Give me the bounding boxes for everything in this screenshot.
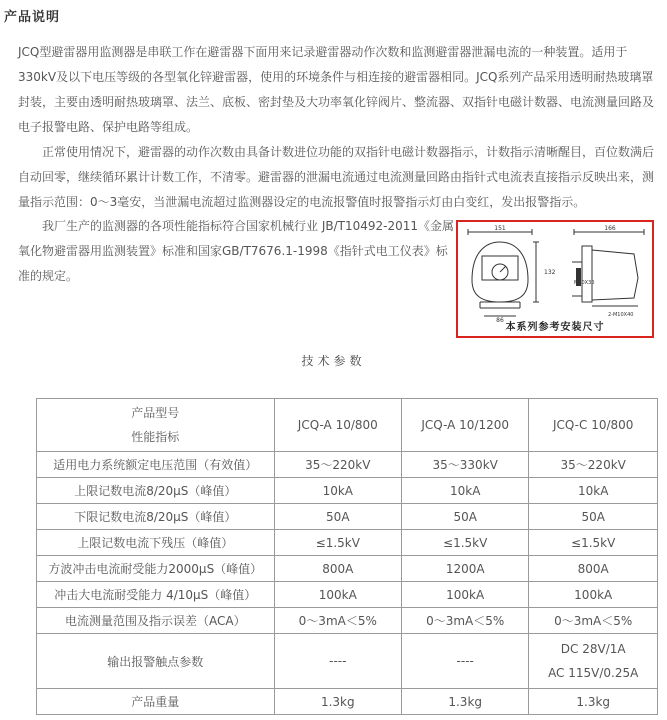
row-label: 上限记数电流下残压（峰值） xyxy=(37,530,275,556)
cell-value: 800A xyxy=(274,556,401,582)
alarm-ac-rating: AC 115V/0.25A xyxy=(548,666,639,680)
cell-value: 50A xyxy=(274,504,401,530)
table-row xyxy=(37,608,658,634)
header-label-model: 产品型号 xyxy=(131,406,180,420)
cell-value: ---- xyxy=(274,634,401,689)
model-header: JCQ-C 10/800 xyxy=(529,399,658,452)
cell-value: 0～3mA＜5% xyxy=(274,608,401,634)
cell-value: ≤1.5kV xyxy=(401,530,528,556)
text-line: 准的规定。 xyxy=(18,269,79,283)
model-header: JCQ-A 10/800 xyxy=(274,399,401,452)
text-line: 氧化物避雷器用监测装置》标准和国家GB/T7676.1-1998《指针式电工仪表》标 xyxy=(18,244,448,258)
table-row xyxy=(37,452,658,478)
cell-value: 800A xyxy=(529,556,658,582)
row-label: 电流测量范围及指示误差（ACA） xyxy=(37,608,275,634)
installation-dimension-diagram xyxy=(456,220,654,338)
text-line: 330kV及以下电压等级的各型氧化锌避雷器，使用的环境条件与相连接的避雷器相同。JCQ系列产品采用透明耐热玻璃罩 xyxy=(18,70,654,84)
cell-value: 35～220kV xyxy=(529,452,658,478)
cell-value: 0～3mA＜5% xyxy=(529,608,658,634)
table-heading: 技术参数 xyxy=(301,354,366,368)
table-header-row xyxy=(37,399,658,452)
dim-height-front: 132 xyxy=(544,269,556,276)
standards-paragraph xyxy=(18,214,455,289)
text-line: 封装，主要由透明耐热玻璃罩、法兰、底板、密封垫及大功率氧化锌阀片、整流器、双指针电磁计数器、电流测量回路及 xyxy=(18,95,655,109)
cell-value-alarm xyxy=(529,634,658,689)
cell-value: 50A xyxy=(529,504,658,530)
cell-value: 1200A xyxy=(401,556,528,582)
usage-paragraph xyxy=(18,140,658,215)
intro-paragraph xyxy=(18,40,658,140)
row-label: 冲击大电流耐受能力 4/10μS（峰值） xyxy=(37,582,275,608)
text-line: 电子报警电路、保护电路等组成。 xyxy=(18,120,199,134)
table-row xyxy=(37,634,658,689)
spec-table xyxy=(36,398,658,715)
cell-value: 10kA xyxy=(274,478,401,504)
cell-value: 50A xyxy=(401,504,528,530)
cell-value: 1.3kg xyxy=(401,689,528,715)
header-label-cell xyxy=(37,399,275,452)
dim-width-side: 166 xyxy=(604,225,616,232)
text-line: 自动回零，继续循环累计计数工作，不清零。避雷器的泄漏电流通过电流测量回路由指针式电流表直接指示反映出来，测 xyxy=(18,170,655,184)
cell-value: 100kA xyxy=(529,582,658,608)
row-label: 产品重量 xyxy=(37,689,275,715)
diagram-caption: 本系列参考安装尺寸 xyxy=(505,322,605,333)
table-row xyxy=(37,556,658,582)
cell-value: 35～330kV xyxy=(401,452,528,478)
table-row xyxy=(37,689,658,715)
cell-value: 35～220kV xyxy=(274,452,401,478)
row-label: 输出报警触点参数 xyxy=(37,634,275,689)
table-row xyxy=(37,478,658,504)
row-label: 适用电力系统额定电压范围（有效值） xyxy=(37,452,275,478)
row-label: 方波冲击电流耐受能力2000μS（峰值） xyxy=(37,556,275,582)
dim-base-front: 86 xyxy=(496,317,504,324)
dim-width-front: 151 xyxy=(494,225,506,232)
cell-value: ≤1.5kV xyxy=(529,530,658,556)
cell-value: ---- xyxy=(401,634,528,689)
cell-value: 1.3kg xyxy=(274,689,401,715)
cell-value: 10kA xyxy=(401,478,528,504)
text-line: 量指示范围：0～3毫安，当泄漏电流超过监测器设定的电流报警值时报警指示灯由白变红，发出报警指示。 xyxy=(18,195,586,209)
dim-bolt-bottom: 2-M10X40 xyxy=(608,312,634,318)
table-row xyxy=(37,582,658,608)
alarm-dc-rating: DC 28V/1A xyxy=(560,642,626,656)
cell-value: 1.3kg xyxy=(529,689,658,715)
row-label: 下限记数电流8/20μS（峰值） xyxy=(37,504,275,530)
cell-value: 10kA xyxy=(529,478,658,504)
cell-value: 0～3mA＜5% xyxy=(401,608,528,634)
table-row xyxy=(37,504,658,530)
model-header: JCQ-A 10/1200 xyxy=(401,399,528,452)
text-line: JCQ型避雷器用监测器是串联工作在避雷器下面用来记录避雷器动作次数和监测避雷器泄漏电流的一种装置。适用于 xyxy=(18,45,628,59)
dim-bolt-top: M10X30 xyxy=(574,280,595,286)
section-title: 产品说明 xyxy=(4,10,61,25)
row-label: 上限记数电流8/20μS（峰值） xyxy=(37,478,275,504)
header-label-metric: 性能指标 xyxy=(131,430,180,444)
cell-value: ≤1.5kV xyxy=(274,530,401,556)
cell-value: 100kA xyxy=(274,582,401,608)
table-row xyxy=(37,530,658,556)
text-line: 我厂生产的监测器的各项性能指标符合国家机械行业 JB/T10492-2011《金属 xyxy=(42,219,455,233)
cell-value: 100kA xyxy=(401,582,528,608)
text-line: 正常使用情况下，避雷器的动作次数由具备计数进位功能的双指针电磁计数器指示，计数指示清晰醒目，百位数满后 xyxy=(42,145,655,159)
